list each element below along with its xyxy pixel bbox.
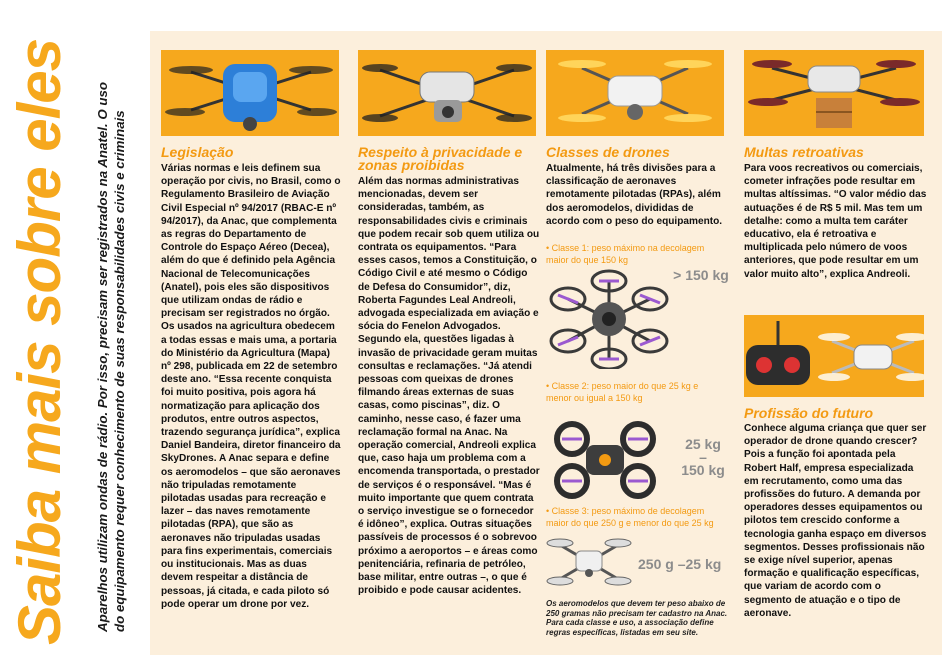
- remote-controller-icon: [744, 315, 924, 397]
- content-panel: [150, 31, 942, 655]
- class-3-label: • Classe 3: peso máximo de decolagem maior do que 250 g e menor do que 25 kg: [546, 506, 714, 528]
- drone-camera-icon: [358, 50, 536, 136]
- subtitle-line-2: do equipamento requer conhecimento de suas responsabilidades civis e criminais: [112, 110, 127, 632]
- text-multas: Para voos recreativos ou comerciais, cometer infrações pode resultar em multas altíssimas. “O valor médio das autuações é de R$ 5 mil. Mas tem um detalhe: como a multa tem caráter educativo, ela é retroativa e multiplicada pelo número de voos anteriores, que pode resultar em um valor muito alto”, explica Andreoli.: [744, 163, 927, 280]
- subtitle-line-1: Aparelhos utilizam ondas de rádio. Por isso, precisam ser registrados na Anatel. O uso: [95, 81, 110, 632]
- drone-illustration-white: [546, 50, 724, 136]
- class-1-weight: > 150 kg: [673, 267, 729, 283]
- quadcopter-dark-icon: [550, 419, 660, 501]
- text-classes-intro: Atualmente, há três divisões para a classificação de aeronaves remotamente pilotadas (RPAs), além dos aeromodelos, divididas de acordo com o peso do equipamento.: [546, 163, 723, 227]
- mini-drone-icon: [546, 533, 632, 591]
- heading-futuro: Profissão do futuro: [744, 405, 874, 421]
- aeromodel-note: Os aeromodelos que devem ter peso abaixo de 250 gramas não precisam ter cadastro na Anac. Para cada classe e uso, a associação define regras específicas, listadas em seu site.: [546, 599, 728, 637]
- drone-illustration-cargo: [744, 50, 924, 136]
- class-2-label: • Classe 2: peso maior do que 25 kg e menor ou igual a 150 kg: [546, 381, 699, 403]
- hexacopter-icon: [546, 269, 672, 369]
- class-2-weight-b: 150 kg: [681, 462, 725, 478]
- drone-blue-icon: [161, 50, 339, 136]
- class-1-label: • Classe 1: peso máximo na decolagem maior do que 150 kg: [546, 243, 705, 265]
- drone-cargo-icon: [744, 50, 924, 136]
- class-2-weight-a: 25 kg: [685, 436, 721, 452]
- class-2-weight-dash: –: [699, 449, 707, 465]
- drone-controller-illustration: [744, 315, 924, 397]
- drone-illustration-camera: [358, 50, 536, 136]
- drone-illustration-blue: [161, 50, 339, 136]
- text-legislacao: Várias normas e leis definem sua operação por civis, no Brasil, como o Regulamento Brasileiro de Aviação Civil Especial nº 94/2017 (RBAC-E nº 94/2017), da Anac, que complementa as regras do Departamento de Controle do Espaço Aéreo (Decea), além do que é definido pela Agência Nacional de Telecomunicações (Anatel), pois eles são dispositivos que utilizam ondas de rádio e precisam ser registrados no órgão. Os usados na agricultura obedecem a todas essas e mais uma, a portaria do Ministério da Agricultura (Mapa) nº 298, publicada em 22 de setembro deste ano. “Essa recente conquista foi muito positiva, pois agora há normatização para aplicação dos produtos, entre outros aspectos, trazendo segurança jurídica”, explica Daniel Bandeira, diretor financeiro da SkyDrones. A Anac separa e define os aeromodelos – que são aeronaves não tripuladas remotamente pilotadas usadas para recreação e lazer – das naves remotamente pilotadas (RPA), que são as aeronaves não tripuladas usadas para fins experimentais, comerciais ou institucionais. Mas as duas devem respeitar a distância de pessoas, já citada, e cada piloto só pode operar um drone por vez.: [161, 163, 341, 610]
- text-privacidade: Além das normas administrativas mencionadas, devem ser consideradas, também, as responsabilidades civis e criminais que podem recair sob quem utiliza ou contrata os equipamentos. “Para esses casos, temos a Constituição, o Código Civil e até mesmo o Código de Defesa do Consumidor”, diz, Roberta Fagundes Leal Andreoli, advogada especializada em aviação e sócia do Fenelon Advogados. Segundo ela, questões ligadas à invasão de privacidade geram muitas consultas e reclamações. “Já atendi pessoas com queixas de drones filmando áreas externas de suas casas, como piscinas”, diz. O caminho, nesse caso, é fazer uma reclamação formal na Anac. Na operação comercial, Andreoli explica que, caso haja um problema com a encomenda transportada, o prestador de serviços é o responsável. “Mas é muito importante que quem contrata o serviço investigue se o fornecedor é idôneo”, explica. Outras situações passíveis de processos é o sobrevoo próximo a aeroportos – e áreas como penitenciária, refinaria de petróleo, base militar, entre outras –, o que é proibido e pode causar acidentes.: [358, 176, 540, 597]
- heading-classes: Classes de drones: [546, 144, 670, 160]
- heading-multas: Multas retroativas: [744, 144, 864, 160]
- sidebar: [0, 0, 150, 655]
- text-futuro: Conhece alguma criança que quer ser operador de drone quando crescer? Pois a função foi apontada pela Robert Half, empresa especializada em recrutamento, como uma das profissões do futuro. A demanda por operadores desses equipamentos ou pilotos tem crescido conforme a tecnologia ganha espaço em diversos segmentos. Desses profissionais não se exige nível superior, apenas formação e qualificação específicas, que variam de acordo com o segmento de atuação e o tipo de aeronave.: [744, 423, 927, 619]
- heading-legislacao: Legislação: [161, 144, 234, 160]
- page-title: Saiba mais sobre eles: [6, 38, 73, 645]
- drone-white-icon: [546, 50, 724, 136]
- heading-privacidade: Respeito à privacidade e zonas proibidas: [358, 144, 523, 173]
- class-3-weight: 250 g –25 kg: [638, 556, 722, 572]
